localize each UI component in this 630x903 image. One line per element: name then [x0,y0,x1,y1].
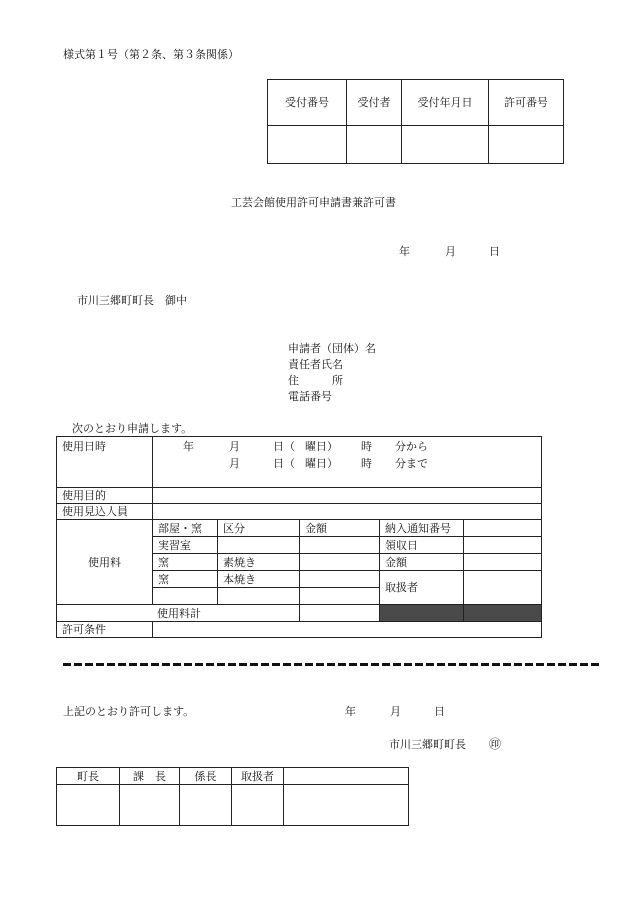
to-suffix: 分まで [395,457,428,470]
fee-row-amount-field[interactable] [300,537,380,554]
approval-stamp-blank[interactable] [284,785,409,826]
from-year: 年 [183,440,194,453]
date-day: 日 [489,245,500,258]
conditions-label: 許可条件 [57,622,153,638]
shaded-cell [464,605,542,622]
conditions-field[interactable] [153,622,542,638]
permit-day: 日 [434,705,445,718]
applicant-responsible-label: 責任者氏名 [288,358,343,371]
permit-issuer: 市川三郷町町長 [389,738,466,751]
receipt-date-label: 領収日 [380,537,464,554]
reception-number-field[interactable] [268,126,347,164]
approval-stamp-section-chief[interactable] [120,785,180,826]
approval-header-blank [284,768,409,785]
fee-row-category: 素焼き [218,554,300,571]
to-hour: 時 [361,457,372,470]
receiver-header: 受付者 [347,80,402,126]
permit-year: 年 [345,705,356,718]
fee-header-room: 部屋・窯 [153,520,218,537]
usage-purpose-label: 使用目的 [57,488,153,504]
permit-number-field[interactable] [489,126,564,164]
side-amount-field[interactable] [464,554,542,571]
fee-row-amount-field[interactable] [300,554,380,571]
from-day: 日（ [273,440,295,453]
date-year: 年 [399,245,410,258]
approval-header-handler: 取扱者 [232,768,284,785]
usage-fee-label: 使用料 [57,520,153,605]
fee-row-room: 窯 [153,571,218,588]
to-month: 月 [229,457,240,470]
seal-mark: ㊞ [489,737,502,751]
usage-table [56,436,542,638]
approval-stamp-handler[interactable] [232,785,284,826]
fee-total-field[interactable] [300,605,380,622]
reception-number-header: 受付番号 [268,80,347,126]
usage-datetime-label: 使用日時 [57,437,153,488]
permit-number-header: 許可番号 [489,80,564,126]
applicant-address-label: 住 所 [288,374,343,387]
approval-header-chief: 係長 [180,768,232,785]
fee-header-category: 区分 [218,520,300,537]
usage-purpose-field[interactable] [153,488,542,504]
reception-date-field[interactable] [402,126,489,164]
approval-stamp-mayor[interactable] [57,785,120,826]
fee-row-category: 本焼き [218,571,300,588]
handler-field[interactable] [464,571,542,605]
fee-row-room-field[interactable] [153,588,218,605]
addressee: 市川三郷町町長 御中 [77,294,187,307]
shaded-cell [380,605,464,622]
receipt-date-field[interactable] [464,537,542,554]
applicant-phone-label: 電話番号 [288,390,332,403]
cut-line [63,663,601,666]
reception-table [267,79,564,164]
permit-month: 月 [390,705,401,718]
approval-header-section-chief: 課 長 [120,768,180,785]
from-suffix: 分から [395,440,428,453]
reception-date-header: 受付年月日 [402,80,489,126]
approval-header-mayor: 町長 [57,768,120,785]
notice-no-field[interactable] [464,520,542,537]
usage-datetime-field[interactable] [153,437,542,488]
applicant-name-label: 申請者（団体）名 [288,342,376,355]
fee-row-room: 窯 [153,554,218,571]
usage-people-label: 使用見込人員 [57,504,153,520]
fee-row-category[interactable] [218,537,300,554]
approval-stamp-chief[interactable] [180,785,232,826]
fee-row-room: 実習室 [153,537,218,554]
intro-text: 次のとおり申請します。 [72,422,193,435]
date-month: 月 [445,245,456,258]
from-hour: 時 [361,440,372,453]
side-amount-label: 金額 [380,554,464,571]
fee-row-amount-field[interactable] [300,571,380,588]
to-day: 日（ [273,457,295,470]
fee-header-notice-no: 納入通知番号 [380,520,464,537]
fee-row-category-field[interactable] [218,588,300,605]
from-month: 月 [229,440,240,453]
usage-people-field[interactable] [153,504,542,520]
handler-label: 取扱者 [380,571,464,605]
document-title: 工芸会館使用許可申請書兼許可書 [231,196,396,209]
fee-header-amount: 金額 [300,520,380,537]
from-weekday: 曜日） [305,440,338,453]
form-id: 様式第１号（第２条、第３条関係） [63,48,239,61]
fee-row-amount-field[interactable] [300,588,380,605]
fee-total-label: 使用料計 [57,605,300,622]
permit-text: 上記のとおり許可します。 [63,705,195,718]
receiver-field[interactable] [347,126,402,164]
approval-table [56,767,409,826]
to-weekday: 曜日） [305,457,338,470]
